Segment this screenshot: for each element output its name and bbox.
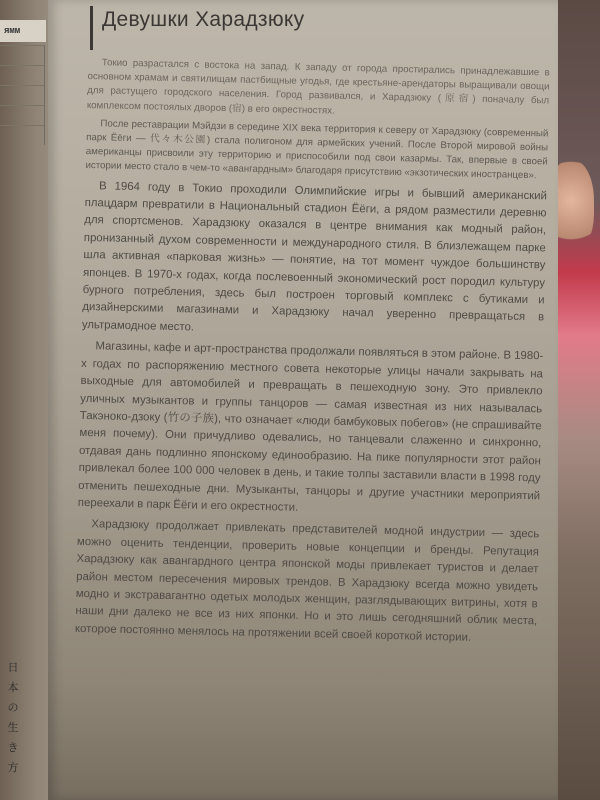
paragraph: В 1964 году в Токио проходили Олимпийские игры и бывший американский плацдарм превратили в Национальный стадион Ёёги, а рядом разместили деревню для спортсменов. Харадзюку оказался в центре внимания как модный район, пронизанный духом современности и международного стиля. В близлежащем парке шла активная «парковая жизнь» — понятие, на тот момент чуждое большинству японцев. В 1970-х годах, когда послевоенный экономический рост породил культуру бурного потребления, здесь был построен торговый комплекс с бутиками и дизайнерскими магазинами и Харадзюку начал уверенно превращаться в ультрамодное место. xyxy=(81,179,548,334)
adjacent-page-grid xyxy=(0,45,45,145)
jp-char: き xyxy=(7,741,19,754)
title-accent-bar xyxy=(90,6,93,50)
adjacent-page-tab: ямм xyxy=(0,20,46,42)
jp-char: 方 xyxy=(7,761,19,774)
paragraph: Токио разрастался с востока на запад. К западу от города простирались принадлежавшие в основном храмам и святилищам пастбищные угодья, где крестьяне-арендаторы выращивали овощи для растущего городского населения. Город развивался, и Харадзюку (原宿) поначалу был комплексом постоялых дворов (宿) в его окрестностях. xyxy=(86,57,550,117)
paragraph: Магазины, кафе и арт-пространства продолжали появляться в этом районе. В 1980-х годах по распоряжению местного совета некоторые улицы начали закрывать на выходные для автомобилей и превращать в пешеходную зону. Это привлекло уличных музыкантов и группы танцоров — самая известная из них называлась Такэноко-дзоку (竹の子族), что означает «люди бамбуковых побегов» (не спрашивайте меня почему). Они причудливо одевались, но танцевали слаженно и синхронно, отдавая дань подлинно японскому единообразию. На пике популярности этот район привлекал более 100 000 человек в день, и такие толпы заставили власти в 1998 году отменить пешеходные дни. Музыканты, танцоры и другие участники мероприятий переехали в парк Ёёги и его окрестности. xyxy=(77,340,544,514)
page-title: Девушки Харадзюку xyxy=(102,8,305,31)
jp-char: 本 xyxy=(7,681,19,694)
vertical-japanese-caption xyxy=(6,658,20,778)
jp-char: 生 xyxy=(7,721,19,734)
book-page xyxy=(48,0,558,800)
paragraph: Харадзюку продолжает привлекать представителей модной индустрии — здесь можно оценить тенденции, проверить новые концепции и бренды. Репутация Харадзюку как авангардного центра японской моды привлекает туристов и делает район местом пересечения мировых трендов. В Харадзюку всегда можно увидеть модно и экстравагантно одетых молодых женщин, разглядывающих витрины, хотя в наши дни далеко не все из них японки. Но и это лишь сегодняшний облик места, которое постоянно менялось на протяжении всей своей короткой истории. xyxy=(74,518,540,644)
article-body xyxy=(75,56,550,653)
jp-char: 日 xyxy=(7,661,19,674)
paragraph: После реставрации Мэйдзи в середине XIX века территория к северу от Харадзюку (современный парк Ёёги — 代々木公園) стала полигоном для армейских учений. После Второй мировой войны американцы присвоили эту территорию и приспособили под свои казармы. Так, впервые в своей истории место стало в чем-то «авангардным» благодаря присутствию «экзотических иностранцев». xyxy=(85,118,549,182)
jp-char: の xyxy=(7,701,19,714)
